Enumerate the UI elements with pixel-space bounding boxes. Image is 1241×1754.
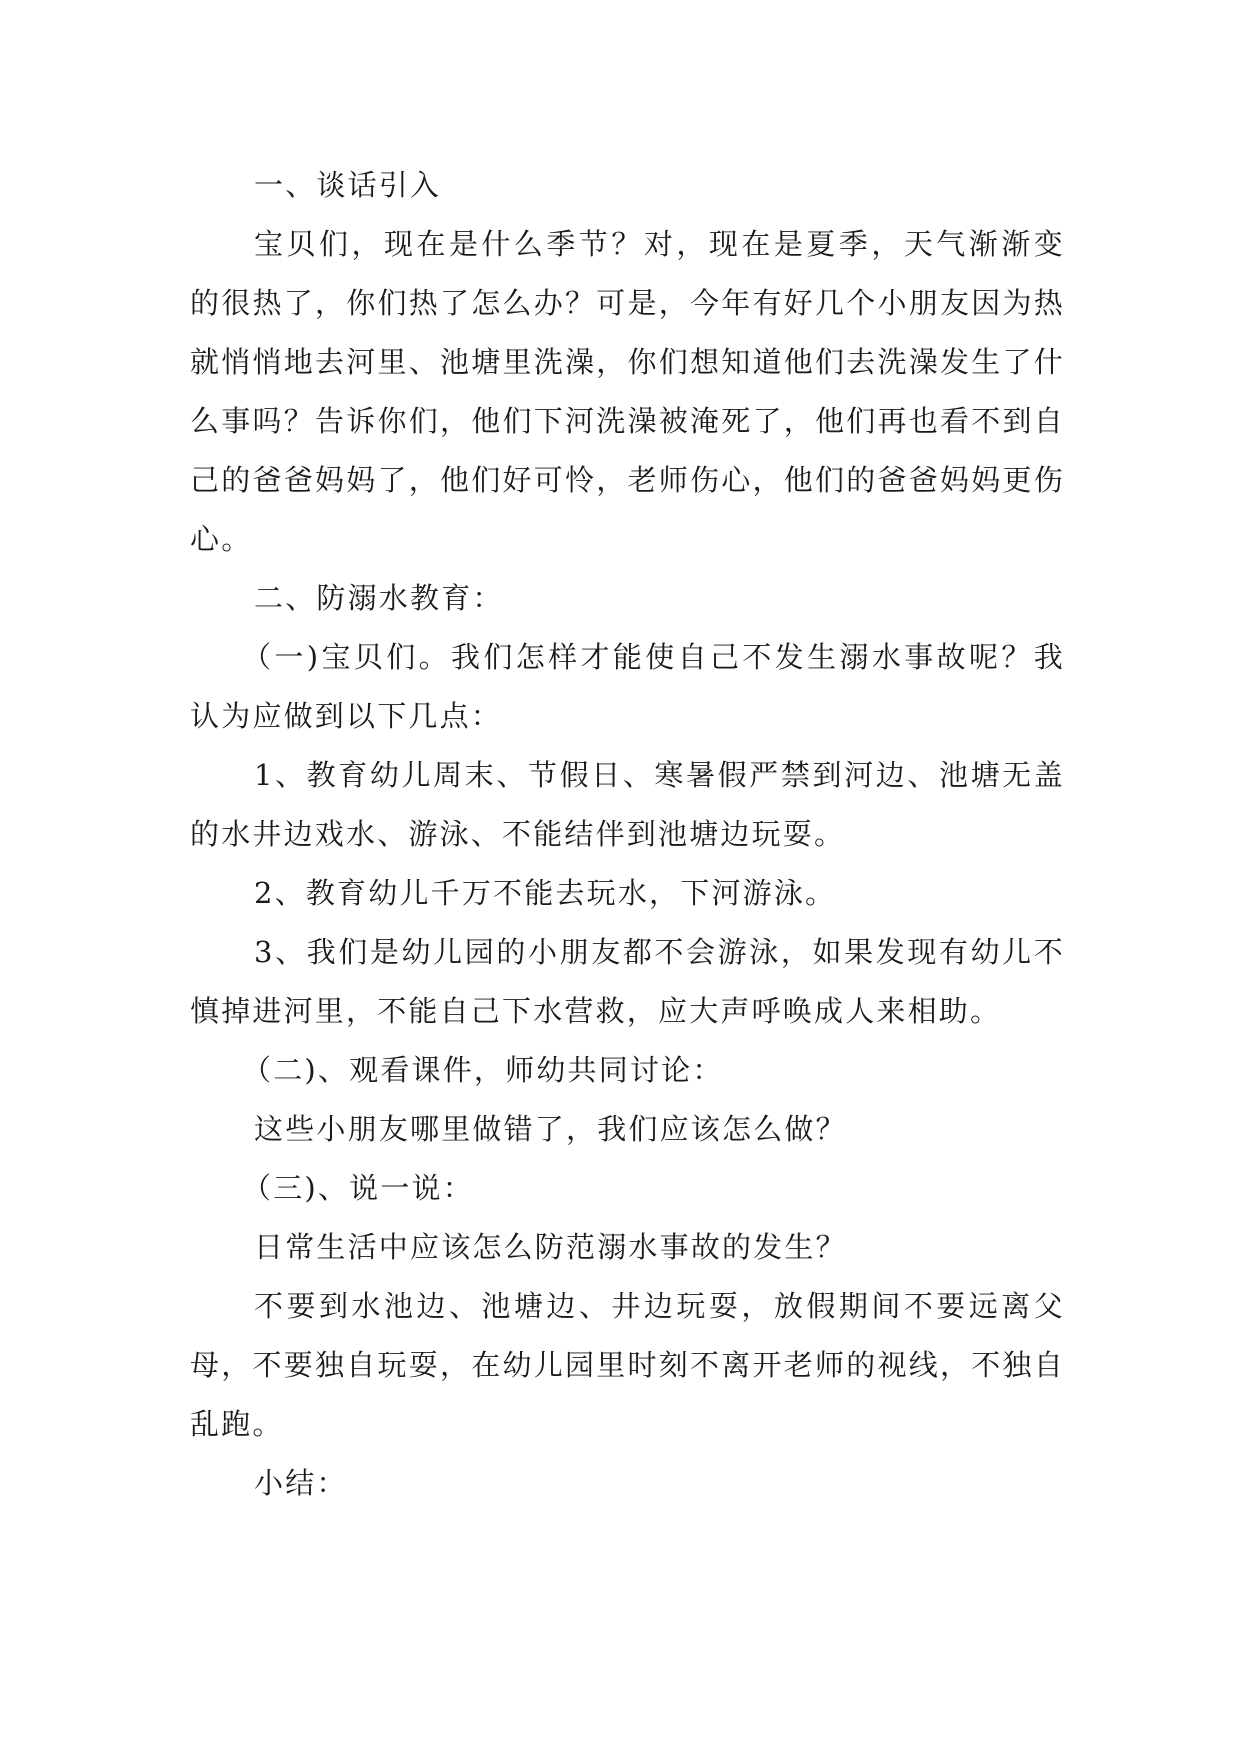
section-2-heading: 二、防溺水教育： (254, 581, 504, 615)
intro-paragraph: 宝贝们，现在是什么季节？对，现在是夏季，天气渐渐变的很热了，你们热了怎么办？可是，今年有好几个小朋友因为热就悄悄地去河里、池塘里洗澡，你们想知道他们去洗澡发生了什么事吗？告诉你们，他们下河洗澡被淹死了，他们再也看不到自己的爸爸妈妈了，他们好可怜，老师伤心，他们的爸爸妈妈更伤心。 (190, 227, 1065, 556)
sub-2-heading: （二)、观看课件，师幼共同讨论： (242, 1053, 724, 1087)
document-page (190, 156, 1065, 1513)
summary-heading: 小结： (254, 1466, 348, 1500)
sub-1-heading: （一)宝贝们。我们怎样才能使自己不发生溺水事故呢？我认为应做到以下几点： (190, 640, 1065, 733)
sub-3-question: 日常生活中应该怎么防范溺水事故的发生？ (254, 1230, 847, 1264)
sub-3-answer: 不要到水池边、池塘边、井边玩耍，放假期间不要远离父母，不要独自玩耍，在幼儿园里时刻不离开老师的视线，不独自乱跑。 (190, 1289, 1065, 1441)
sub-2-question: 这些小朋友哪里做错了，我们应该怎么做？ (254, 1112, 847, 1146)
point-3: 3、我们是幼儿园的小朋友都不会游泳，如果发现有幼儿不慎掉进河里，不能自己下水营救，应大声呼唤成人来相助。 (190, 935, 1065, 1028)
sub-3-heading: （三)、说一说： (242, 1171, 474, 1205)
section-1-heading: 一、谈话引入 (254, 168, 442, 202)
point-1: 1、教育幼儿周末、节假日、寒暑假严禁到河边、池塘无盖的水井边戏水、游泳、不能结伴到池塘边玩耍。 (190, 758, 1065, 851)
point-2: 2、教育幼儿千万不能去玩水，下河游泳。 (254, 876, 837, 910)
